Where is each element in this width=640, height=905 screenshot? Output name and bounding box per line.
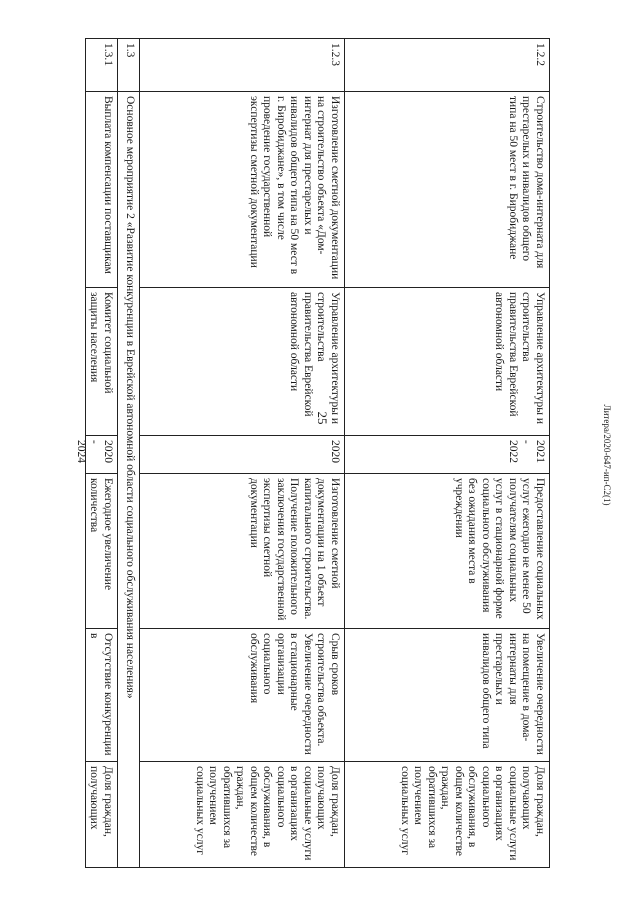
cell-consequence: Отсутствие конкуренции в <box>86 628 117 761</box>
cell-result: Ежегодное увеличение количества <box>86 473 117 628</box>
cell-consequence: Срыв сроков строительства объекта. Увеличение очередности в стационарные организации социального обслуживания <box>140 628 344 761</box>
cell-consequence: Увеличение очередности на помещение в дома-интернаты для престарелых и инвалидов общего типа <box>345 628 549 761</box>
cell-indicator: Доля граждан, получающих социальные услуги в организациях социального обслуживания, в общем количестве граждан, обратившихся за получением социальных услуг <box>345 761 549 868</box>
section-row <box>118 38 140 868</box>
cell-result: Изготовление сметной документации на 1 объект капитального строительства. Получение положительного заключения государственной экспертизы сметной документации <box>140 473 344 628</box>
table-row <box>345 38 550 868</box>
cell-num: 1.2.2 <box>345 38 549 91</box>
section-title: Основное мероприятие 2 «Развитие конкуренции в Еврейской автономной области социального обслуживания населения» <box>118 91 139 868</box>
cell-num: 1.2.3 <box>140 38 344 91</box>
cell-indicator: Доля граждан, получающих социальные услуги в организациях социального обслуживания, в общем количестве граждан, обратившихся за получением социальных услуг <box>140 761 344 868</box>
page-number: 25 <box>315 411 330 425</box>
table-row <box>140 38 345 868</box>
cell-result: Предоставление социальных услуг ежегодно не менее 50 получателям социальных услуг в стационарной форме социального обслуживания без ожидания места в учреждении <box>345 473 549 628</box>
cell-period: 2021 - 2022 <box>345 435 549 473</box>
cell-executor: Комитет социальной защиты населения <box>86 287 117 435</box>
footer-code: Литера/2020-647-ип-С2(1) <box>602 404 612 506</box>
program-table <box>75 38 550 868</box>
cell-name: Выплата компенсации поставщикам <box>86 91 117 287</box>
section-num: 1.3 <box>118 38 139 91</box>
cell-name: Строительство дома-интерната для престарелых и инвалидов общего типа на 50 мест в г. Биробиджане <box>345 91 549 287</box>
cell-num: 1.3.1 <box>86 38 117 91</box>
cell-indicator: Доля граждан, получающих <box>86 761 117 868</box>
cell-period: 2020 <box>140 435 344 473</box>
cell-executor: Управление архитектуры и строительства правительства Еврейской автономной области <box>140 287 344 435</box>
cell-period: 2020 - 2024 <box>86 435 117 473</box>
cell-executor: Управление архитектуры и строительства правительства Еврейской автономной области <box>345 287 549 435</box>
table-row <box>75 38 118 868</box>
cell-name: Изготовление сметной документации на строительство объекта «Дом-интернат для престарелых и инвалидов общего типа на 50 мест в г. Биробиджане», в том числе проведение государственной экспертизы сметной документации <box>140 91 344 287</box>
